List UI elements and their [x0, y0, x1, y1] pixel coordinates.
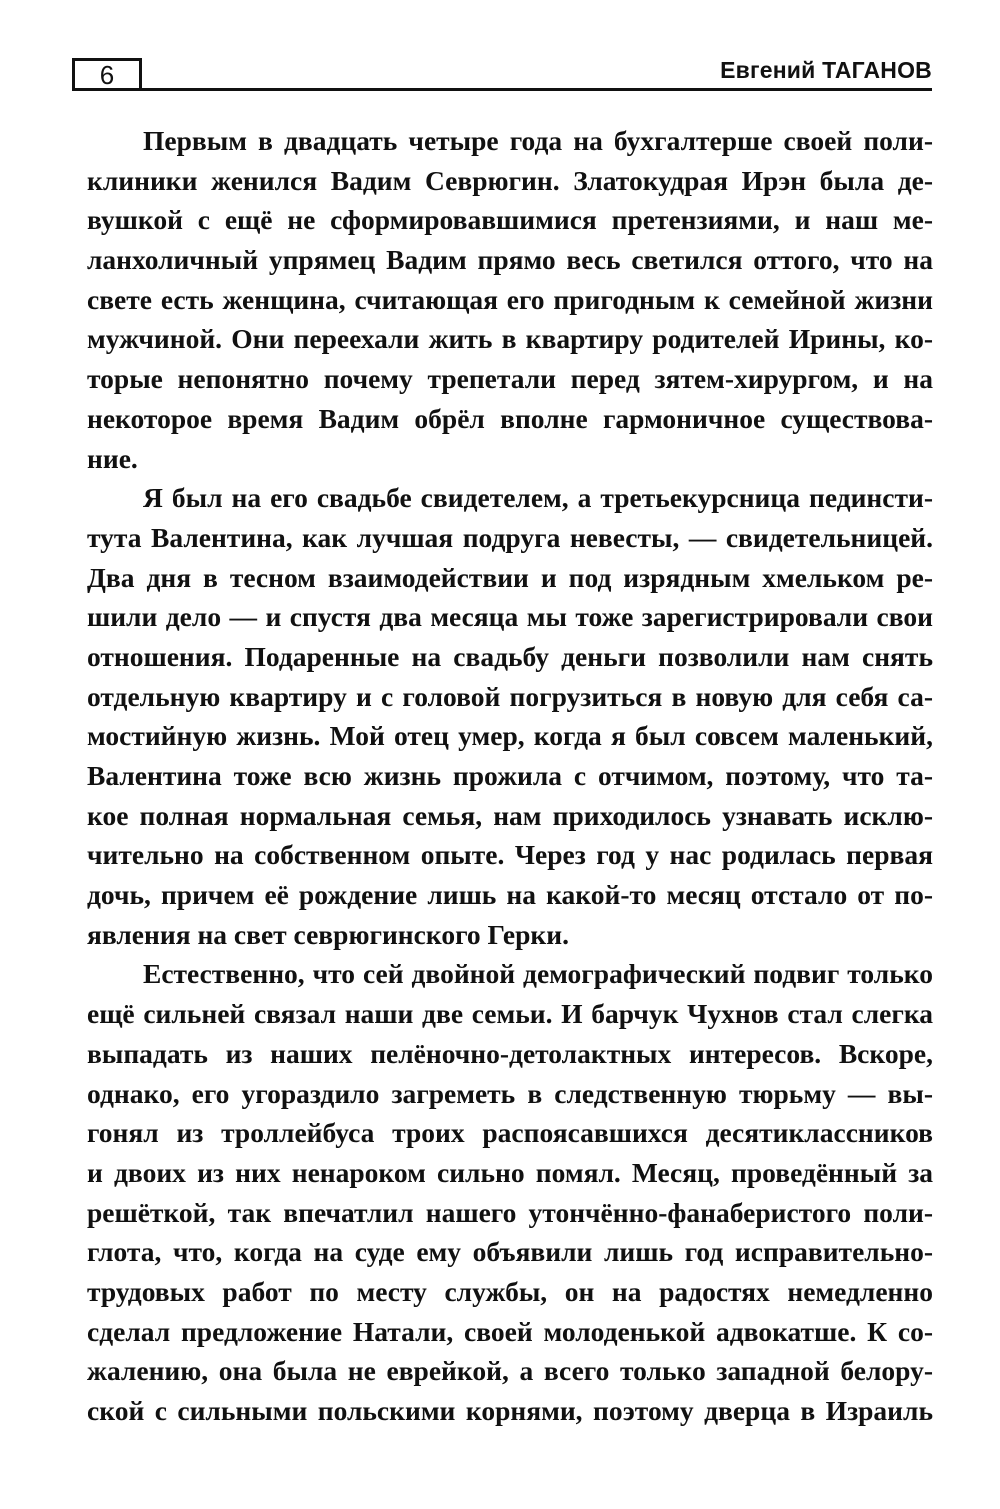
- text-line: гонял из троллейбуса троих распоясавшихся десятиклассников: [87, 1117, 933, 1149]
- text-line: ланхоличный упрямец Вадим прямо весь светился оттого, что на: [87, 244, 933, 276]
- text-line: Два дня в тесном взаимодействии и под изрядным хмельком ре-: [87, 561, 933, 593]
- text-line: отдельную квартиру и с головой погрузиться в новую для себя са-: [87, 680, 933, 712]
- running-header-author: Евгений ТАГАНОВ: [720, 57, 932, 83]
- text-line: клиники женился Вадим Севрюгин. Златокудрая Ирэн была де-: [87, 164, 933, 196]
- text-line: торые непонятно почему трепетали перед зятем-хирургом, и на: [87, 363, 933, 395]
- text-line: ской с сильными польскими корнями, поэтому дверца в Израиль: [87, 1395, 933, 1426]
- body-text: [87, 121, 933, 1431]
- text-line: дочь, причем её рождение лишь на какой-то месяц отстало от по-: [87, 879, 933, 911]
- text-line: и двоих из них ненароком сильно помял. Месяц, проведённый за: [87, 1156, 933, 1188]
- text-line: некоторое время Вадим обрёл вполне гармоничное существова-: [87, 402, 933, 434]
- page-number: 6: [72, 58, 142, 89]
- text-line: мужчиной. Они переехали жить в квартиру родителей Ирины, ко-: [87, 323, 933, 355]
- text-line: вушкой с ещё не сформировавшимися претензиями, и наш ме-: [87, 204, 933, 236]
- text-line: глота, что, когда на суде ему объявили лишь год исправительно-: [87, 1236, 933, 1268]
- text-line: жалению, она была не еврейкой, а всего только западной белору-: [87, 1355, 933, 1387]
- text-line: Валентина тоже всю жизнь прожила с отчимом, поэтому, что та-: [87, 760, 933, 791]
- text-line: явления на свет севрюгинского Герки.: [87, 918, 569, 950]
- text-line: сделал предложение Натали, своей молоденькой адвокатше. К со-: [87, 1315, 933, 1347]
- text-line: решёткой, так впечатлил нашего утончённо-фанаберистого поли-: [87, 1196, 933, 1228]
- text-line: трудовых работ по месту службы, он на радостях немедленно: [87, 1275, 933, 1307]
- text-line: Я был на его свадьбе свидетелем, а третьекурсница пединсти-: [143, 482, 933, 514]
- text-line: Первым в двадцать четыре года на бухгалтерше своей поли-: [143, 125, 933, 156]
- text-line: ние.: [87, 442, 138, 474]
- text-line: Естественно, что сей двойной демографический подвиг только: [143, 958, 933, 990]
- text-line: ещё сильней связал наши две семьи. И барчук Чухнов стал слегка: [87, 998, 933, 1030]
- text-line: выпадать из наших пелёночно-детолактных интересов. Вскоре,: [87, 1037, 933, 1069]
- text-line: тута Валентина, как лучшая подруга невесты, — свидетельницей.: [87, 521, 933, 553]
- text-line: шили дело — и спустя два месяца мы тоже зарегистрировали свои: [87, 601, 933, 633]
- text-line: отношения. Подаренные на свадьбу деньги позволили нам снять: [87, 640, 933, 672]
- text-line: чительно на собственном опыте. Через год у нас родилась первая: [87, 839, 933, 871]
- header-divider: [72, 88, 932, 91]
- text-line: мостийную жизнь. Мой отец умер, когда я был совсем маленький,: [87, 720, 933, 752]
- text-line: свете есть женщина, считающая его пригодным к семейной жизни: [87, 283, 933, 315]
- text-line: однако, его угораздило загреметь в следственную тюрьму — вы-: [87, 1077, 933, 1109]
- text-line: кое полная нормальная семья, нам приходилось узнавать исклю-: [87, 799, 933, 831]
